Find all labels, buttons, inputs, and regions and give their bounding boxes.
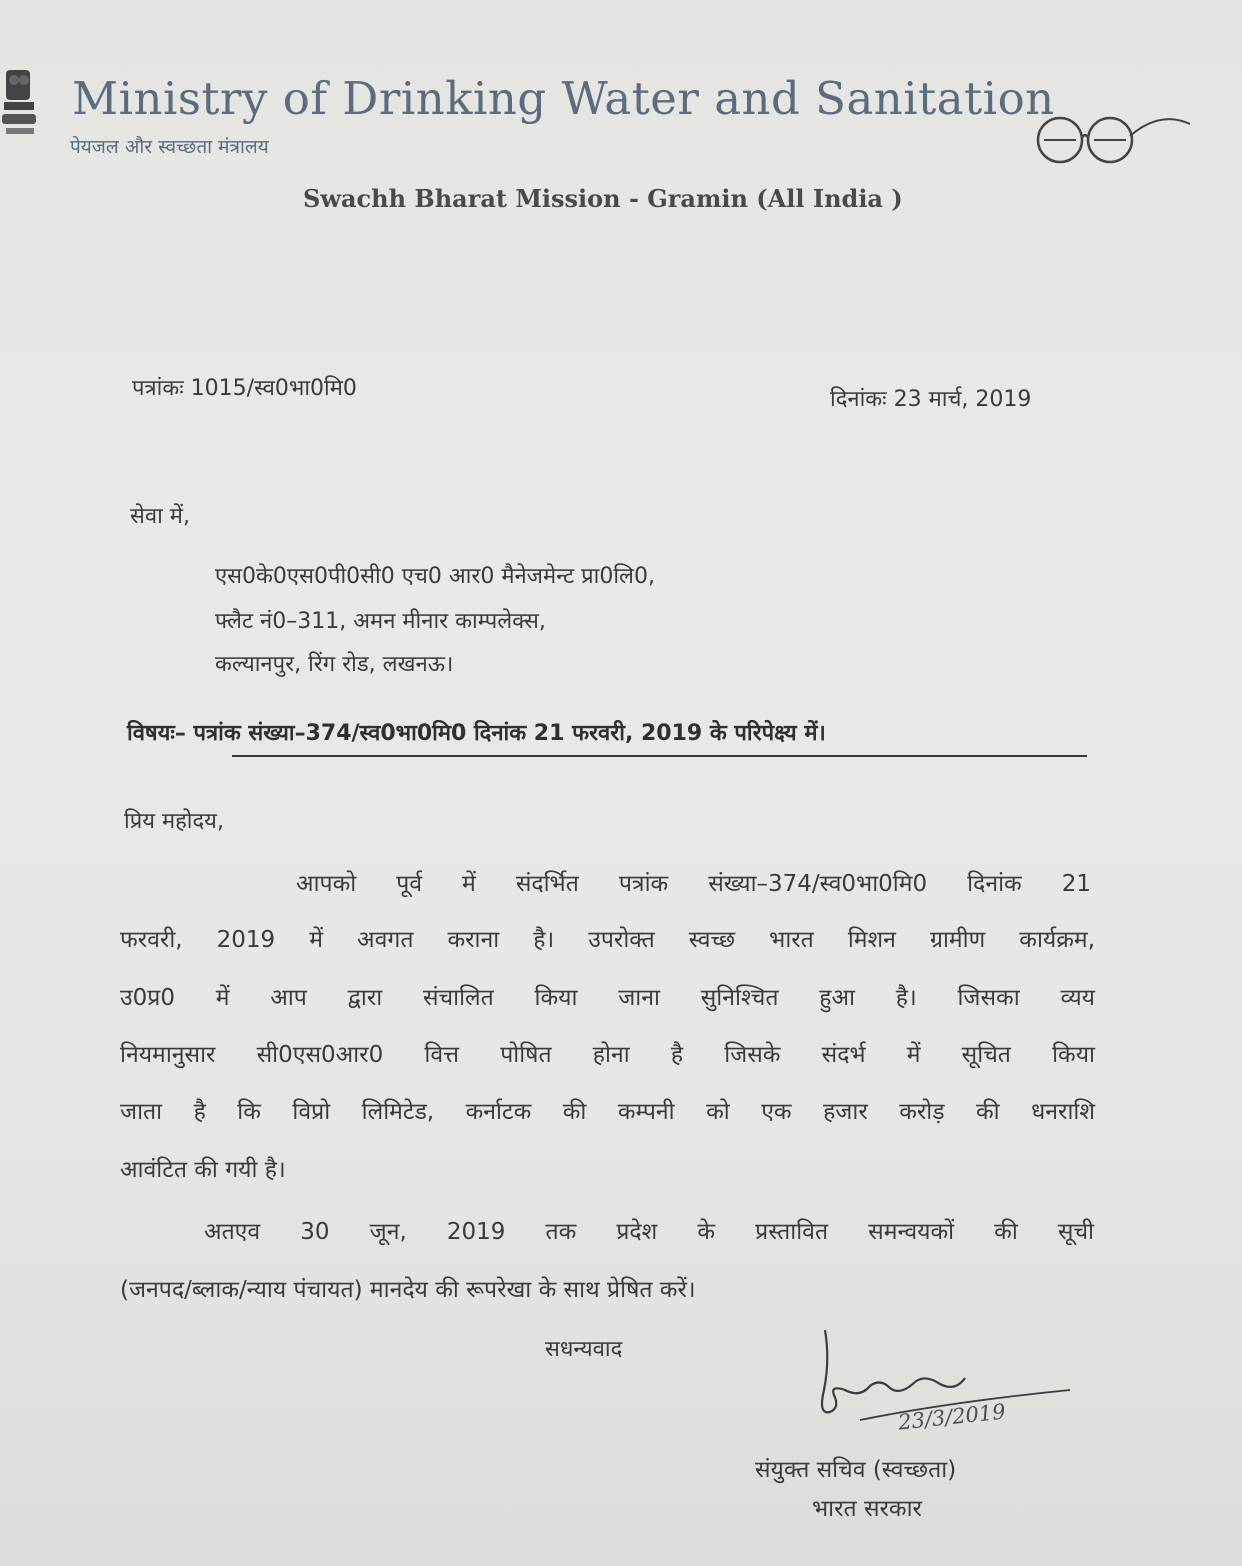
signatory-designation: संयुक्त सचिव (स्वच्छता) — [755, 1457, 957, 1483]
body-line: जाता है कि विप्रो लिमिटेड, कर्नाटक की कम्पनी को एक हजार करोड़ की धनराशि — [120, 1099, 1095, 1125]
body-line: नियमानुसार सी0एस0आर0 वित्त पोषित होना है जिसके संदर्भ में सूचित किया — [120, 1042, 1095, 1068]
address-line: एस0के0एस0पी0सी0 एच0 आर0 मैनेजमेन्ट प्रा0लि0, — [215, 564, 655, 589]
swachh-bharat-logo-icon — [1030, 100, 1195, 180]
closing: सधन्यवाद — [545, 1337, 623, 1362]
ministry-name-hindi: पेयजल और स्वच्छता मंत्रालय — [70, 136, 269, 158]
signatory-government: भारत सरकार — [812, 1496, 922, 1522]
addressee-intro: सेवा में, — [130, 504, 190, 529]
body-line: उ0प्र0 में आप द्वारा संचालित किया जाना सुनिश्चित हुआ है। जिसका व्यय — [120, 985, 1095, 1011]
mission-title: Swachh Bharat Mission - Gramin (All India ) — [303, 184, 903, 213]
reference-number: पत्रांकः 1015/स्व0भा0मि0 — [132, 376, 357, 401]
address-line: कल्यानपुर, रिंग रोड, लखनऊ। — [215, 652, 454, 677]
handwritten-signature — [800, 1320, 1090, 1450]
salutation: प्रिय महोदय, — [124, 809, 224, 834]
body-line: अतएव 30 जून, 2019 तक प्रदेश के प्रस्तावित समन्वयकों की सूची — [204, 1219, 1094, 1245]
subject-line: विषयः– पत्रांक संख्या–374/स्व0भा0मि0 दिनांक 21 फरवरी, 2019 के परिपेक्ष्य में। — [127, 721, 826, 746]
letter-date: दिनांकः 23 मार्च, 2019 — [830, 387, 1032, 412]
national-emblem-icon — [2, 68, 46, 148]
address-line: फ्लैट नं0–311, अमन मीनार काम्पलेक्स, — [215, 609, 546, 634]
signature-date: 23/3/2019 — [897, 1399, 1007, 1435]
body-line: (जनपद/ब्लाक/न्याय पंचायत) मानदेय की रूपरेखा के साथ प्रेषित करें। — [120, 1277, 696, 1303]
ministry-name-english: Ministry of Drinking Water and Sanitation — [72, 72, 1055, 125]
body-line: आवंटित की गयी है। — [120, 1157, 286, 1183]
subject-underline — [232, 755, 1087, 757]
body-line: फरवरी, 2019 में अवगत कराना है। उपरोक्त स्वच्छ भारत मिशन ग्रामीण कार्यक्रम, — [120, 927, 1095, 953]
body-line: आपको पूर्व में संदर्भित पत्रांक संख्या–374/स्व0भा0मि0 दिनांक 21 — [296, 871, 1091, 897]
